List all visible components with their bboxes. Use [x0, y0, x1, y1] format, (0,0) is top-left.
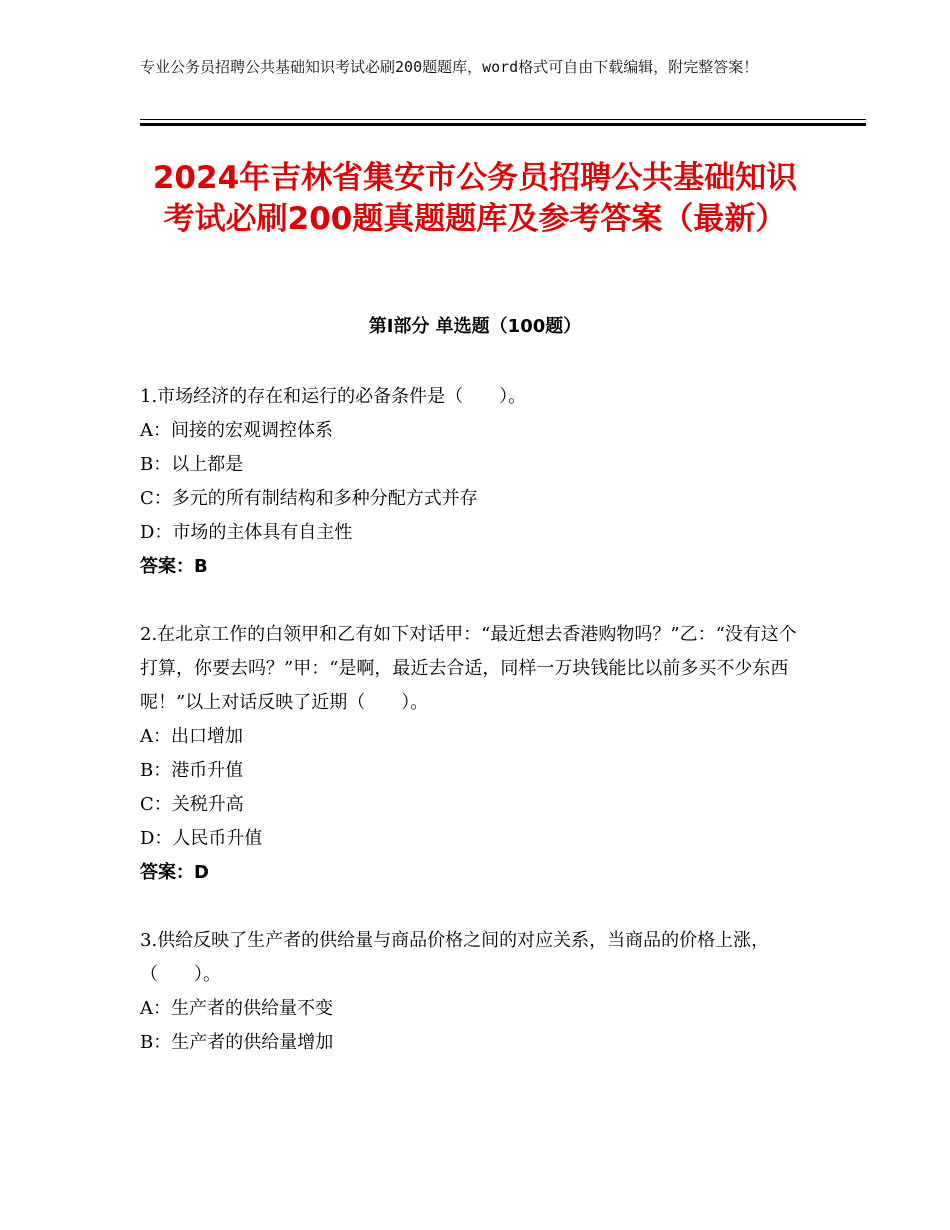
- section-heading: 第Ⅰ部分 单选题（100题）: [368, 316, 582, 337]
- question-stem: 3.供给反映了生产者的供给量与商品价格之间的对应关系，当商品的价格上涨，（ ）。: [140, 930, 770, 985]
- option-a: A：生产者的供给量不变: [140, 998, 333, 1019]
- option-c: C：关税升高: [140, 794, 244, 815]
- question-list: [140, 380, 800, 1094]
- option-b: B：以上都是: [140, 454, 244, 475]
- option-a: A：出口增加: [140, 726, 243, 747]
- answer-line: 答案：B: [140, 556, 208, 577]
- question-3: [140, 924, 800, 1060]
- answer-line: 答案：D: [140, 862, 209, 883]
- option-d: D：人民币升值: [140, 828, 263, 849]
- question-1: [140, 380, 800, 584]
- document-title: 2024年吉林省集安市公务员招聘公共基础知识考试必刷200题真题题库及参考答案（最新）: [152, 160, 798, 237]
- option-b: B：生产者的供给量增加: [140, 1032, 334, 1053]
- question-2: [140, 618, 800, 890]
- option-d: D：市场的主体具有自主性: [140, 522, 353, 543]
- option-a: A：间接的宏观调控体系: [140, 420, 333, 441]
- option-c: C：多元的所有制结构和多种分配方式并存: [140, 488, 478, 509]
- header-note: 专业公务员招聘公共基础知识考试必刷200题题库，word格式可自由下载编辑，附完整答案！: [140, 58, 759, 76]
- question-stem: 2.在北京工作的白领甲和乙有如下对话甲：“最近想去香港购物吗？”乙：“没有这个打算，你要去吗？”甲：“是啊，最近去合适，同样一万块钱能比以前多买不少东西呢！”以上对话反映了近期（ ）。: [140, 624, 797, 713]
- question-stem: 1.市场经济的存在和运行的必备条件是（ ）。: [140, 386, 527, 407]
- header-divider-thin: [140, 119, 866, 120]
- header-divider-thick: [140, 123, 866, 126]
- option-b: B：港币升值: [140, 760, 244, 781]
